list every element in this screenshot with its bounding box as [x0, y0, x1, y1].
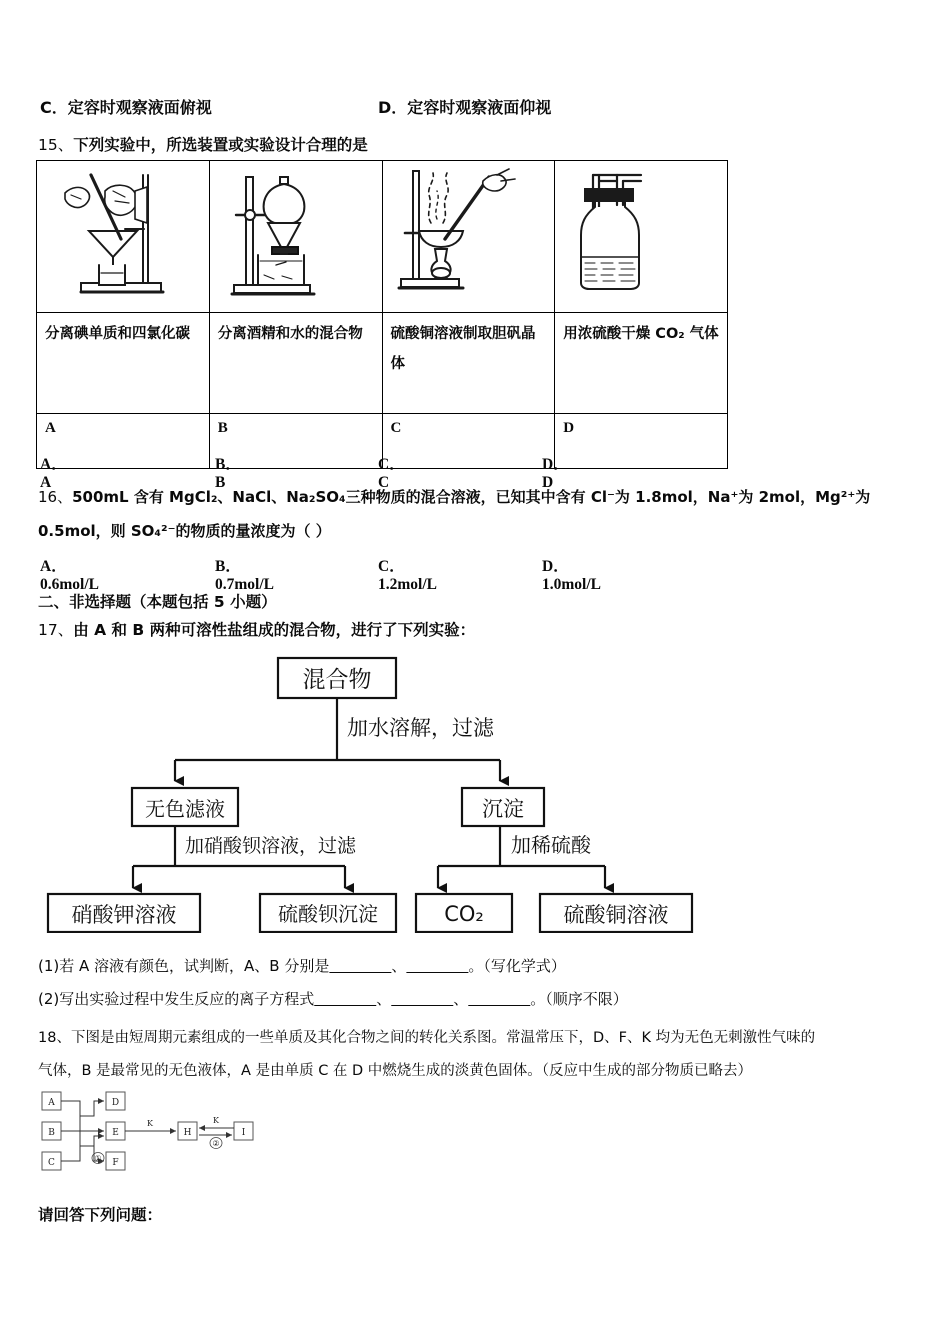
diagram-edge-label-k1: K [147, 1119, 153, 1128]
diagram-label-f: F [112, 1158, 119, 1168]
separatory-funnel-icon [224, 294, 374, 311]
apparatus-desc-d: 用浓硫酸干燥 CO₂ 气体 [555, 313, 728, 414]
question-18-text-line1: 下图是由短周期元素组成的一些单质及其化合物之间的转化关系图。常温常压下，D、F、K 均为无色无刺激性气味的 [70, 1030, 816, 1046]
q17-blank-5[interactable] [468, 990, 530, 1008]
question-15-stem [38, 133, 368, 155]
diagram-label-b: B [48, 1128, 55, 1138]
apparatus-label-b: B [209, 414, 382, 469]
q16-option-c[interactable]: C．1.2mol/L [378, 558, 437, 593]
table-row-descriptions [37, 313, 728, 414]
apparatus-desc-a: 分离碘单质和四氯化碳 [37, 313, 210, 414]
q17-sub1-text: (1)若 A 溶液有颜色，试判断，A、B 分别是 [38, 957, 330, 975]
question-17-number: 17、 [38, 621, 74, 639]
question-16-stem-line2: 0.5mol，则 SO₄²⁻的物质的量浓度为（ ） [38, 522, 331, 540]
apparatus-table [36, 160, 728, 469]
question-16-text-line1: 500mL 含有 MgCl₂、NaCl、Na₂SO₄三种物质的混合溶液，已知其中含有 Cl⁻为 1.8mol，Na⁺为 2mol，Mg²⁺为 [72, 488, 871, 506]
question-17-sub-1: (1)若 A 溶液有颜色，试判断，A、B 分别是 、 。（写化学式） [38, 957, 566, 975]
apparatus-cell-c [382, 161, 555, 313]
apparatus-cell-a [37, 161, 210, 313]
apparatus-cell-b [209, 161, 382, 313]
diagram-label-c: C [48, 1158, 55, 1168]
table-row-figures [37, 161, 728, 313]
flow-node-product-3: CO₂ [444, 902, 484, 926]
flow-node-product-1: 硝酸钾溶液 [71, 903, 177, 927]
q17-blank-4[interactable] [391, 990, 453, 1008]
q16-option-b[interactable]: B．0.7mol/L [215, 558, 274, 593]
section-2-heading: 二、非选择题（本题包括 5 小题） [38, 593, 277, 611]
option-c-label: C．定容时观察液面俯视 [40, 98, 212, 117]
diagram-circled-2: ② [212, 1139, 220, 1148]
question-17-text: 由 A 和 B 两种可溶性盐组成的混合物，进行了下列实验： [73, 621, 476, 639]
question-17-stem [38, 618, 475, 640]
question-18-tail: 请回答下列问题： [38, 1206, 163, 1224]
diagram-label-e: E [112, 1128, 119, 1138]
diagram-label-i: I [241, 1128, 246, 1138]
flow-node-filtrate: 无色滤液 [145, 797, 225, 821]
q15-option-a[interactable]: A．A [40, 456, 67, 491]
flow-node-mixture: 混合物 [302, 667, 372, 693]
filtration-apparatus-icon [51, 294, 201, 311]
diagram-label-d: D [111, 1098, 120, 1108]
q17-sub1-tail: 。（写化学式） [468, 957, 566, 975]
question-18-number: 18、 [38, 1030, 71, 1046]
diagram-label-h: H [183, 1128, 192, 1138]
diagram-label-a: A [48, 1098, 55, 1108]
q15-option-d[interactable]: D．D [542, 456, 569, 491]
question-17-sub-2: (2)写出实验过程中发生反应的离子方程式 、 、 。（顺序不限） [38, 990, 628, 1008]
apparatus-desc-c: 硫酸铜溶液制取胆矾晶体 [382, 313, 555, 414]
q17-blank-3[interactable] [314, 990, 376, 1008]
question-18-stem-line2: 气体，B 是最常见的无色液体，A 是由单质 C 在 D 中燃烧生成的淡黄色固体。（反应中生成的部分物质已略去） [38, 1063, 753, 1079]
q17-sub2-tail: 。（顺序不限） [530, 990, 628, 1008]
flow-edge-label-1: 加水溶解，过滤 [347, 716, 494, 740]
q15-option-c[interactable]: C．C [378, 456, 405, 491]
q16-option-a[interactable]: A．0.6mol/L [40, 558, 99, 593]
flow-edge-label-3: 加稀硫酸 [511, 833, 591, 857]
q17-blank-1[interactable] [329, 957, 391, 975]
flow-edge-label-2: 加硝酸钡溶液，过滤 [185, 835, 357, 857]
question-16-stem-line1 [38, 486, 928, 507]
evaporating-dish-icon [397, 294, 547, 311]
apparatus-label-d: D [555, 414, 728, 469]
question-18-stem-line1 [38, 1026, 928, 1047]
diagram-edge-label-k2: K [213, 1116, 219, 1125]
question-15-text: 下列实验中，所选装置或实验设计合理的是 [73, 136, 368, 154]
gas-washing-bottle-icon [569, 294, 719, 311]
flow-node-precipitate: 沉淀 [482, 797, 524, 821]
question-15-number: 15、 [38, 136, 74, 154]
q16-option-d[interactable]: D．1.0mol/L [542, 558, 601, 593]
q15-option-b[interactable]: B．B [215, 456, 241, 491]
apparatus-label-a: A [37, 414, 210, 469]
diagram-circled-1: ① [94, 1154, 102, 1163]
apparatus-label-c: C [382, 414, 555, 469]
question-16-number: 16、 [38, 488, 73, 506]
flow-node-product-2: 硫酸钡沉淀 [278, 902, 378, 926]
apparatus-desc-b: 分离酒精和水的混合物 [209, 313, 382, 414]
question-18-diagram [38, 1088, 268, 1180]
option-d-label: D．定容时观察液面仰视 [378, 98, 552, 117]
q17-sub2-text: (2)写出实验过程中发生反应的离子方程式 [38, 990, 315, 1008]
apparatus-cell-d [555, 161, 728, 313]
q17-blank-2[interactable] [406, 957, 468, 975]
flow-node-product-4: 硫酸铜溶液 [563, 903, 669, 927]
question-17-flowchart [20, 648, 740, 933]
